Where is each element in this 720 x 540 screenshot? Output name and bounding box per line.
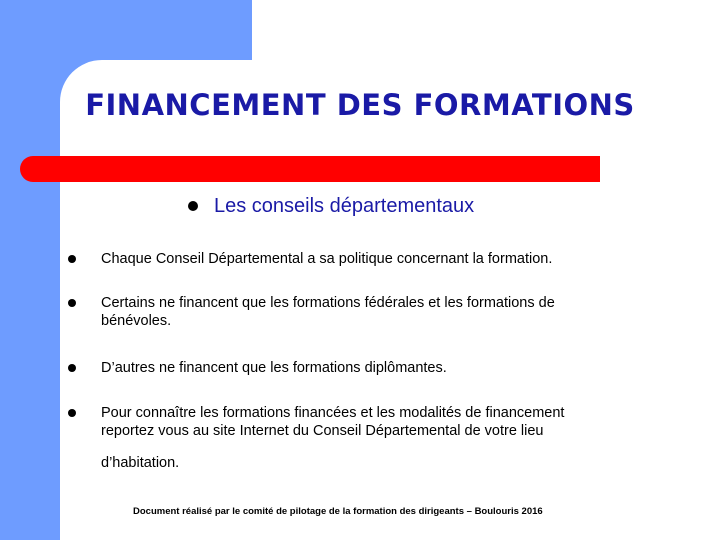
subheading xyxy=(188,193,474,219)
footer-credit: Document réalisé par le comité de pilotage de la formation des dirigeants – Boulouris 2016 xyxy=(133,506,543,517)
list-item xyxy=(68,294,668,330)
list-item xyxy=(68,250,668,268)
continuation-text: d’habitation. xyxy=(101,455,180,471)
red-divider-bar xyxy=(20,156,600,182)
slide-title: FINANCEMENT DES FORMATIONS xyxy=(85,88,635,122)
subheading-text: Les conseils départementaux xyxy=(214,194,475,217)
list-item xyxy=(68,359,668,377)
list-item-text: D’autres ne financent que les formations diplômantes. xyxy=(101,360,447,376)
list-item-text: Certains ne financent que les formations fédérales et les formations de bénévoles. xyxy=(101,295,555,329)
bullet-dot-icon xyxy=(68,255,76,263)
bullet-dot-icon xyxy=(68,409,76,417)
bullet-dot-icon xyxy=(68,299,76,307)
bullet-dot-icon xyxy=(188,201,198,211)
list-item xyxy=(68,404,668,440)
list-item-text: Chaque Conseil Départemental a sa politique concernant la formation. xyxy=(101,251,553,267)
list-item-text: Pour connaître les formations financées et les modalités de financement reportez vous au site Internet du Conseil Départemental de votre lieu xyxy=(101,405,565,439)
bullet-dot-icon xyxy=(68,364,76,372)
